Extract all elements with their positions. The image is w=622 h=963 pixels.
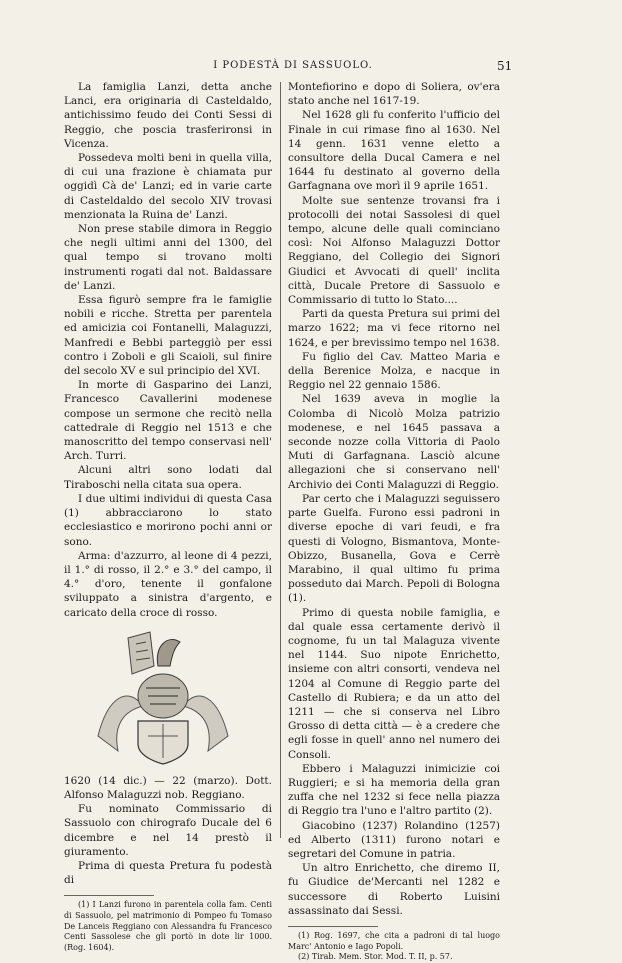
footnote: (1) I Lanzi furono in parentela colla fam. Centi di Sassuolo, pel matrimonio di Pompeo fu Tomaso De Lanceis Reggiano con Alessandra fu Francesco Centi Sassolese che gli portò in dote lir 1000. (Rog. 1604).: [64, 900, 272, 952]
page-number: 51: [497, 59, 513, 73]
paragraph: Montefiorino e dopo di Soliera, ov'era stato anche nel 1617-19.: [288, 81, 500, 108]
footnote-divider: [64, 895, 154, 896]
paragraph: Non prese stabile dimora in Reggio che negli ultimi anni del 1300, del qual tempo si trovano molti instrumenti rogati dal not. Baldassare de' Lanzi.: [64, 223, 272, 292]
right-column: [288, 80, 500, 963]
paragraph: Arma: d'azzurro, al leone di 4 pezzi, il 1.° di rosso, il 2.° e 3.° del campo, il 4.° d'oro, tenente il gonfalone sviluppato a sinistra d'argento, e caricato della croce di rosso.: [64, 549, 272, 619]
paragraph: La famiglia Lanzi, detta anche Lanci, era originaria di Casteldaldo, antichissimo feudo dei Conti Sessi di Reggio, che poscia trasferironsi in Vicenza.: [64, 81, 272, 150]
paragraph: Essa figurò sempre fra le famiglie nobili e ricche. Stretta per parentela ed amicizia coi Fontanelli, Malaguzzi, Manfredi e Bebbi parteggiò per essi contro i Zoboli e gli Scaioli, sul finire del secolo XV e sul principio del XVI.: [64, 294, 272, 378]
left-column: [64, 80, 272, 953]
paragraph: Alcuni altri sono lodati dal Tiraboschi nella citata sua opera.: [64, 464, 272, 491]
footnote: (1) Rog. 1697, che cita a padroni di tal luogo Marc' Antonio e Iago Popoli.: [288, 930, 500, 951]
paragraph: Giacobino (1237) Rolandino (1257) ed Alberto (1311) furono notari e segretari del Comune in patria.: [288, 819, 500, 860]
paragraph: Prima di questa Pretura fu podestà di: [64, 859, 272, 887]
paragraph: I due ultimi individui di questa Casa (1) abbracciarono lo stato ecclesiastico e morirono pochi anni or sono.: [64, 492, 272, 548]
paragraph: Primo di questa nobile famiglia, e dal quale essa certamente derivò il cognome, fu un tal Malaguza vivente nel 1144. Suo nipote Enrichetto, insieme con altri consorti, vendeva nel 1204 al Comune di Reggio parte del Castello di Rubiera; e da un atto del 1211 — che si conserva nel Libro Grosso di detta città — è a credere che egli fosse in quell' anno nel numero dei Consoli.: [288, 606, 500, 761]
paragraph: Par certo che i Malaguzzi seguissero parte Guelfa. Furono essi padroni in diverse epoche di vari feudi, e fra questi di Vologno, Bismantova, Monte-Obizzo, Busanella, Gova e Cerrè Marabino, il qual ultimo fu prima posseduto dai March. Pepoli di Bologna (1).: [288, 492, 500, 605]
footnote-divider: [288, 926, 378, 927]
paragraph: Nel 1628 gli fu conferito l'ufficio del Finale in cui rimase fino al 1630. Nel 14 genn. 1631 venne eletto a consultore della Ducal Camera e nel 1644 fu destinato al governo della Garfagnana ove morì il 9 aprile 1651.: [288, 109, 500, 193]
paragraph: Fu nominato Commissario di Sassuolo con chirografo Ducale del 6 dicembre e nel 14 prestò il giuramento.: [64, 803, 272, 858]
paragraph: Nel 1639 aveva in moglie la Colomba di Nicolò Molza patrizio modenese, e nel 1645 passava a seconde nozze colla Vittoria di Paolo Muti di Garfagnana. Lasciò alcune allegazioni che si conservano nell' Archivio dei Conti Malaguzzi di Reggio.: [288, 393, 500, 491]
paragraph: Parti da questa Pretura sui primi del marzo 1622; ma vi fece ritorno nel 1624, e per brevissimo tempo nel 1638.: [288, 308, 500, 349]
paragraph: Molte sue sentenze trovansi fra i protocolli dei notai Sassolesi di quel tempo, alcune delle quali cominciano così: Noi Alfonso Malaguzzi Dottor Reggiano, del Collegio dei Signori Giudici et Avvocati di quell' inclita città, Ducale Pretore di Sassuolo e Commissario di tutto lo Stato....: [288, 194, 500, 307]
paragraph: Un altro Enrichetto, che diremo II, fu Giudice de'Mercanti nel 1282 e successore di Roberto Luisini assassinato dai Sessi.: [288, 862, 500, 917]
podesta-entry-caption: 1620 (14 dic.) — 22 (marzo). Dott. Alfonso Malaguzzi nob. Reggiano.: [64, 774, 272, 801]
paragraph: Ebbero i Malaguzzi inimicizie coi Ruggieri; e si ha memoria della gran zuffa che nel 1232 si fece nella piazza di Reggio tra l'uno e l'altro partito (2).: [288, 762, 500, 818]
coat-of-arms-illustration: [88, 626, 238, 766]
running-title: I PODESTÀ DI SASSUOLO.: [213, 60, 373, 71]
paragraph: Fu figlio del Cav. Matteo Maria e della Berenice Molza, e nacque in Reggio nel 22 gennaio 1586.: [288, 350, 500, 392]
paragraph: Possedeva molti beni in quella villa, di cui una frazione è chiamata pur oggidì Cà de' Lanzi; ed in varie carte di Casteldaldo del secolo XIV trovasi menzionata la Ruina de' Lanzi.: [64, 152, 272, 221]
column-divider: [280, 82, 281, 838]
paragraph: In morte di Gasparino dei Lanzi, Francesco Cavallerini modenese compose un sermone che recitò nella cattedrale di Reggio nel 1513 e che manoscritto del tempo conservasi nell' Arch. Turri.: [64, 379, 272, 463]
footnote: (2) Tirab. Mem. Stor. Mod. T. II, p. 57.: [298, 952, 453, 962]
